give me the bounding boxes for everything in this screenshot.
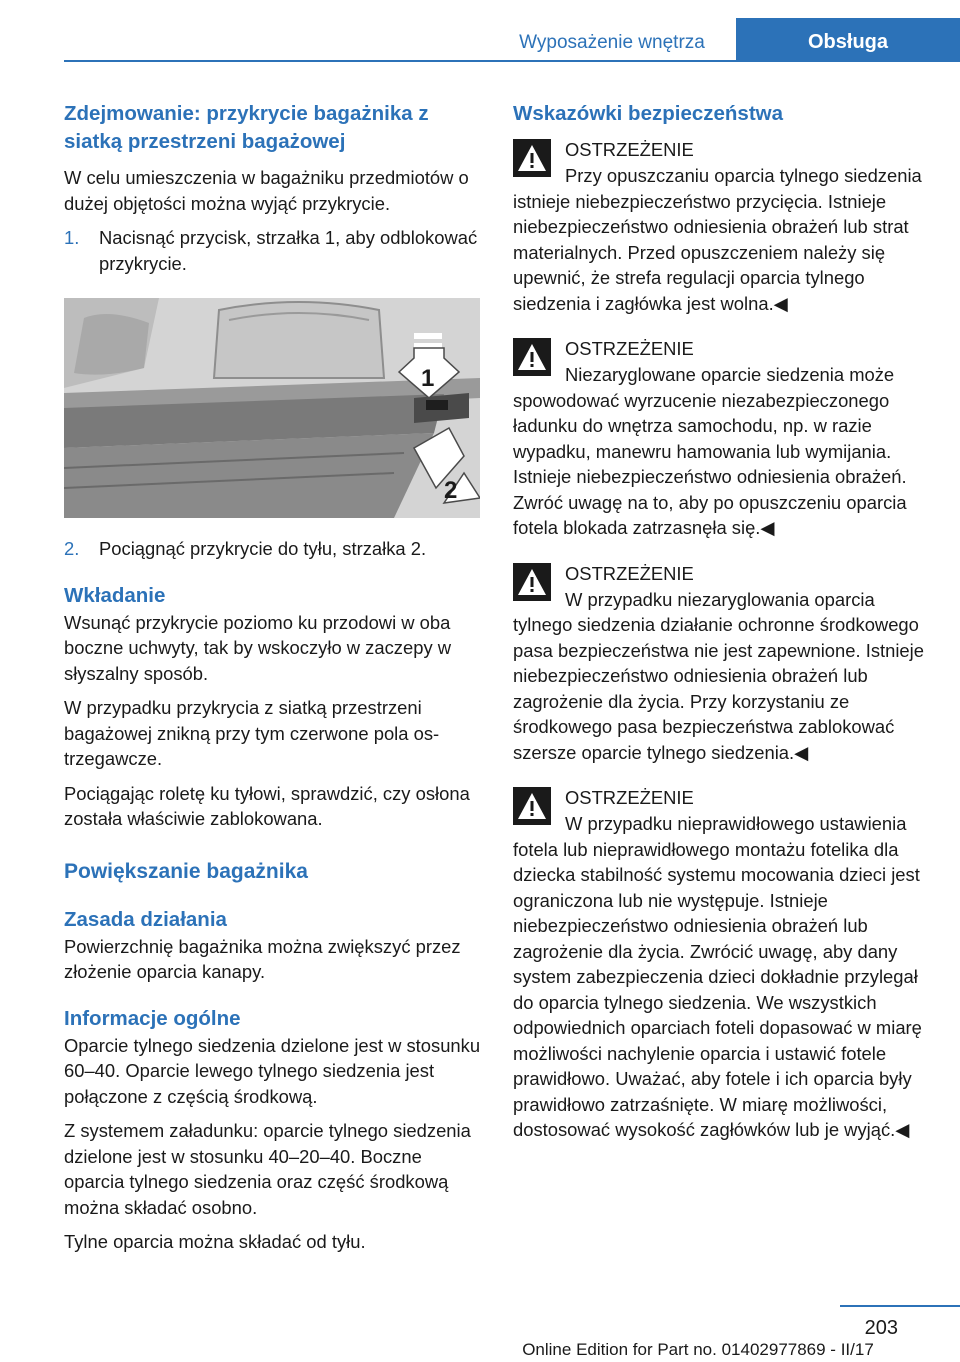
warning-title: OSTRZEŻENIE <box>565 139 694 160</box>
page-number: 203 <box>864 1317 898 1339</box>
cargo-cover-illustration <box>64 298 480 518</box>
paragraph: Oparcie tylnego siedzenia dzielone jest w stosunku 60–40. Oparcie lewego tylnego siedzenia jest połączone z częścią środkową. <box>64 1034 481 1107</box>
paragraph: Pociągając roletę ku tyłowi, sprawdzić, czy osłona została właściwie zablokowana. <box>64 782 470 829</box>
paragraph: W przypadku przykrycia z siatką przestrzeni bagażowej znikną przy tym czerwone pola ostrzegawcze. <box>64 697 440 769</box>
warning-title: OSTRZEŻENIE <box>565 338 694 359</box>
step-number: 1. <box>64 227 80 248</box>
right-column <box>513 100 933 1143</box>
arrow-label-1: 1 <box>421 365 435 392</box>
warning-block <box>513 785 933 1143</box>
paragraph: Powierzchnię bagażnika można zwiększyć przez złożenie oparcia kanapy. <box>64 935 461 982</box>
section-heading-principle: Zasada działania <box>64 907 227 931</box>
warning-block <box>513 336 933 541</box>
section-heading-safety: Wskazówki bezpieczeństwa <box>513 102 784 125</box>
warning-text: W przypadku nieprawidłowego ustawienia fotela lub nieprawidłowego montażu fotelika dla dziecka stabilność systemu mocowania dzieci jest ograniczona lub nie występuje. Istnieje niebezpieczeństwo odniesienia obrażeń lub zagrożenie dla życia. Zwrócić uwagę, aby dany system zabezpieczenia dzieci dokładnie przylegał do oparcia tylnego siedzenia. We wszystkich odpowiednich oparciach foteli dopasować w miarę możliwości nachylenie oparcia i ustawić fotele prawidłowo. Uważać, aby fotele i ich oparcia były prawidłowo zatrzaśnięte. W miarę możliwości, dostosować wysokość zagłówków lub je wyjąć.◀ <box>513 813 922 1140</box>
step-list <box>64 536 484 562</box>
warning-text: Przy opuszczaniu oparcia tylnego siedzenia istnieje niebezpieczeństwo przycięcia. Istnieje niebezpieczeństwo odniesienia obrażeń lub strat materialnych. Przed opuszczeniem należy się upewnić, że strefa regulacji oparcia tylnego siedzenia i zagłówka jest wolna.◀ <box>513 165 922 314</box>
step-text: Nacisnąć przycisk, strzałka 1, aby odblokować przykrycie. <box>99 227 478 274</box>
step-item <box>64 536 484 562</box>
section-heading-general-info: Informacje ogólne <box>64 1006 241 1030</box>
warning-block <box>513 561 933 766</box>
header-section-title: Wyposażenie wnętrza <box>519 32 705 53</box>
warning-triangle-icon <box>513 787 551 825</box>
edition-note: Online Edition for Part no. 01402977869 - II/17 <box>522 1340 874 1359</box>
arrow-label-2: 2 <box>444 477 458 504</box>
section-heading-enlarge-trunk: Powiększanie bagażnika <box>64 859 308 883</box>
warning-text: Niezaryglowane oparcie siedzenia może spowodować wyrzucenie niezabezpieczonego ładunku do wnętrza samochodu, np. w razie wypadku, manewru hamowania lub wymijania. Istnieje niebezpieczeństwo odniesienia obrażeń. Zwróć uwagę na to, aby po opuszczeniu oparcia fotela blokada zatrzasnęła się.◀ <box>513 364 907 538</box>
step-number: 2. <box>64 538 80 559</box>
step-text: Pociągnąć przykrycie do tyłu, strzałka 2. <box>99 538 427 559</box>
warning-triangle-icon <box>513 563 551 601</box>
paragraph: Z systemem załadunku: oparcie tylnego siedzenia dzielone jest w stosunku 40–20–40. Boczne oparcia tylnego siedzenia oraz część środkową można składać osobno. <box>64 1120 471 1218</box>
warning-title: OSTRZEŻENIE <box>565 787 694 808</box>
footer-rule <box>840 1305 960 1307</box>
paragraph: W celu umieszczenia w bagażniku przedmiotów o dużej objętości można wyjąć przykrycie. <box>64 167 469 214</box>
header-chapter-tab[interactable]: Obsługa <box>736 18 960 62</box>
warning-text: W przypadku niezaryglowania oparcia tylnego siedzenia działanie ochronne środkowego pasa bezpieczeństwa nie jest zapewnione. Istnieje niebezpieczeństwo odniesienia obrażeń lub zagrożenie dla życia. Przy korzystaniu ze środkowego pasa bezpieczeństwa zablokować szersze oparcie tylnego siedzenia.◀ <box>513 588 924 763</box>
left-column <box>64 100 484 1255</box>
warning-triangle-icon <box>513 139 551 177</box>
step-item <box>64 225 484 276</box>
section-heading-removal: Zdejmowanie: przykrycie bagażnika z siatką przestrzeni bagażowej <box>64 102 429 153</box>
section-heading-insertion: Wkładanie <box>64 583 166 607</box>
header-rule <box>64 60 736 62</box>
cargo-cover-illustration-graphic <box>64 298 480 518</box>
paragraph: Wsunąć przykrycie poziomo ku przodowi w oba boczne uchwyty, tak by wskoczyło w zaczepy w słyszalny sposób. <box>64 611 452 684</box>
step-list <box>64 225 484 276</box>
paragraph: Tylne oparcia można składać od tyłu. <box>64 1231 366 1252</box>
warning-triangle-icon <box>513 338 551 376</box>
warning-block <box>513 137 933 316</box>
warning-title: OSTRZEŻENIE <box>565 562 694 584</box>
